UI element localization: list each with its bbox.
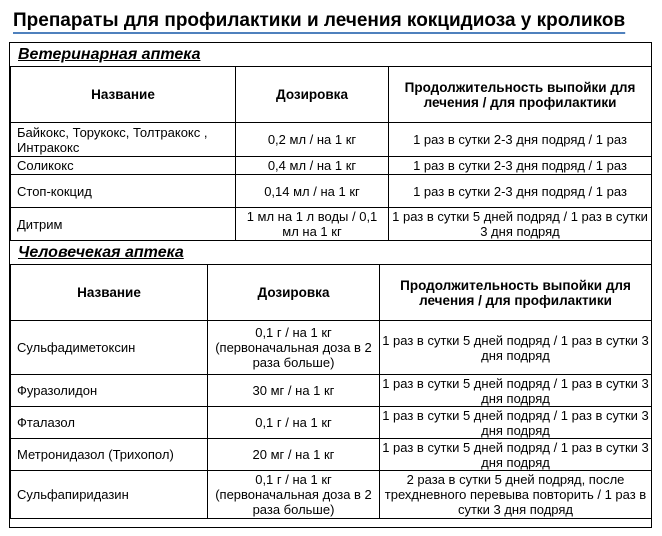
vet-header-duration: Продолжительность выпойки для лечения / для профилактики (389, 67, 652, 123)
drug-duration: 1 раз в сутки 5 дней подряд / 1 раз в сутки 3 дня подряд (380, 375, 652, 407)
drug-duration: 1 раз в сутки 5 дней подряд / 1 раз в сутки 3 дня подряд (380, 439, 652, 471)
human-header-row (11, 265, 652, 321)
drug-name: Соликокс (11, 157, 236, 175)
drug-duration: 1 раз в сутки 2-3 дня подряд / 1 раз (389, 123, 652, 157)
table-row (11, 471, 652, 519)
vet-header-dose: Дозировка (236, 67, 389, 123)
drug-name: Фуразолидон (11, 375, 208, 407)
drug-dose: 0,1 г / на 1 кг (первоначальная доза в 2 раза больше) (208, 321, 380, 375)
vet-section-title: Ветеринарная аптека (18, 46, 201, 63)
human-header-name: Название (11, 265, 208, 321)
drug-duration: 2 раза в сутки 5 дней подряд, после трехдневного перевыва повторить / 1 раз в сутки 3 дня подряд (380, 471, 652, 519)
drug-duration: 1 раз в сутки 5 дней подряд / 1 раз в сутки 3 дня подряд (380, 321, 652, 375)
table-row (11, 208, 652, 241)
drug-name: Сульфапиридазин (11, 471, 208, 519)
drug-duration: 1 раз в сутки 5 дней подряд / 1 раз в сутки 3 дня подряд (380, 407, 652, 439)
table-row (11, 157, 652, 175)
table-row (11, 439, 652, 471)
table-row (11, 321, 652, 375)
table-row (11, 175, 652, 208)
drug-dose: 0,4 мл / на 1 кг (236, 157, 389, 175)
page-title: Препараты для профилактики и лечения кокцидиоза у кроликов (13, 10, 626, 31)
human-section-title: Человечекая аптека (18, 244, 184, 261)
drug-duration: 1 раз в сутки 2-3 дня подряд / 1 раз (389, 157, 652, 175)
drug-dose: 0,14 мл / на 1 кг (236, 175, 389, 208)
drug-duration: 1 раз в сутки 2-3 дня подряд / 1 раз (389, 175, 652, 208)
table-row (11, 123, 652, 157)
table-row (11, 375, 652, 407)
human-header-dose: Дозировка (208, 265, 380, 321)
drug-dose: 0,1 г / на 1 кг (208, 407, 380, 439)
table-row (11, 407, 652, 439)
drug-dose: 30 мг / на 1 кг (208, 375, 380, 407)
vet-header-row (11, 67, 652, 123)
drug-dose: 0,1 г / на 1 кг (первоначальная доза в 2 раза больше) (208, 471, 380, 519)
drug-name: Стоп-кокцид (11, 175, 236, 208)
drug-name: Метронидазол (Трихопол) (11, 439, 208, 471)
drug-dose: 0,2 мл / на 1 кг (236, 123, 389, 157)
vet-table (10, 66, 652, 241)
human-table (10, 264, 652, 519)
drug-name: Байкокс, Торукокс, Толтракокс , Интракокс (11, 123, 236, 157)
drug-name: Сульфадиметоксин (11, 321, 208, 375)
human-header-duration: Продолжительность выпойки для лечения / для профилактики (380, 265, 652, 321)
drug-name: Дитрим (11, 208, 236, 241)
drug-dose: 1 мл на 1 л воды / 0,1 мл на 1 кг (236, 208, 389, 241)
drug-duration: 1 раз в сутки 5 дней подряд / 1 раз в сутки 3 дня подряд (389, 208, 652, 241)
drug-name: Фталазол (11, 407, 208, 439)
drug-dose: 20 мг / на 1 кг (208, 439, 380, 471)
vet-header-name: Название (11, 67, 236, 123)
